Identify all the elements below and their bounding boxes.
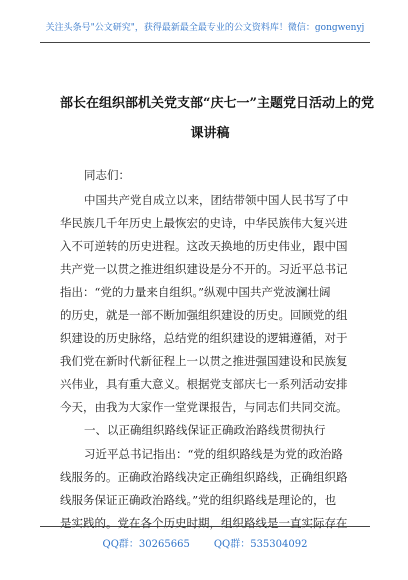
body-line: 兴伟业，具有重大意义。根据党支部庆七一系列活动安排 [60,377,348,391]
document-title-line-1: 部长在组织部机关党支部“庆七一”主题党日活动上的党 [60,96,374,111]
page-footer [40,526,370,550]
body-line: 线服务保证正确政治路线。”党的组织路线是理论的，也 [60,493,337,507]
body-line: 是实践的。党在各个历史时期，组织路线是一直实际存在 [60,516,348,530]
body-line: 的历史，就是一部不断加强组织建设的历史。回顾党的组 [60,308,348,322]
salutation: 同志们： [84,168,130,182]
qq-group-2: QQ群：535304092 [213,539,308,550]
section-heading: 一、以正确组织路线保证正确政治路线贯彻执行 [84,423,326,437]
qq-group-1: QQ群：30265665 [102,539,190,550]
body-line: 我们党在新时代新征程上一以贯之推进强国建设和民族复 [60,354,348,368]
body-line: 指出：“党的力量来自组织。”纵观中国共产党波澜壮阔 [60,285,331,299]
page-header-banner: 关注头条号"公文研究"，获得最新最全最专业的公文资料库！微信：gongwenyj [40,20,370,43]
document-title-line-2: 课讲稿 [190,126,230,141]
body-line: 线服务的。正确政治路线决定正确组织路线，正确组织路 [60,470,348,484]
body-line: 华民族几千年历史上最恢宏的史诗，中华民族伟大复兴进 [60,216,348,230]
body-line: 入不可逆转的历史进程。这改天换地的历史伟业，跟中国 [60,239,348,253]
body-line: 织建设的历史脉络，总结党的组织建设的逻辑遵循，对于 [60,331,348,345]
body-line: 习近平总书记指出：“党的组织路线是为党的政治路 [84,447,343,461]
body-line: 今天，由我为大家作一堂党课报告，与同志们共同交流。 [60,400,348,414]
body-line: 共产党一以贯之推进组织建设是分不开的。习近平总书记 [60,262,348,276]
body-line: 中国共产党自成立以来，团结带领中国人民书写了中 [84,193,349,207]
